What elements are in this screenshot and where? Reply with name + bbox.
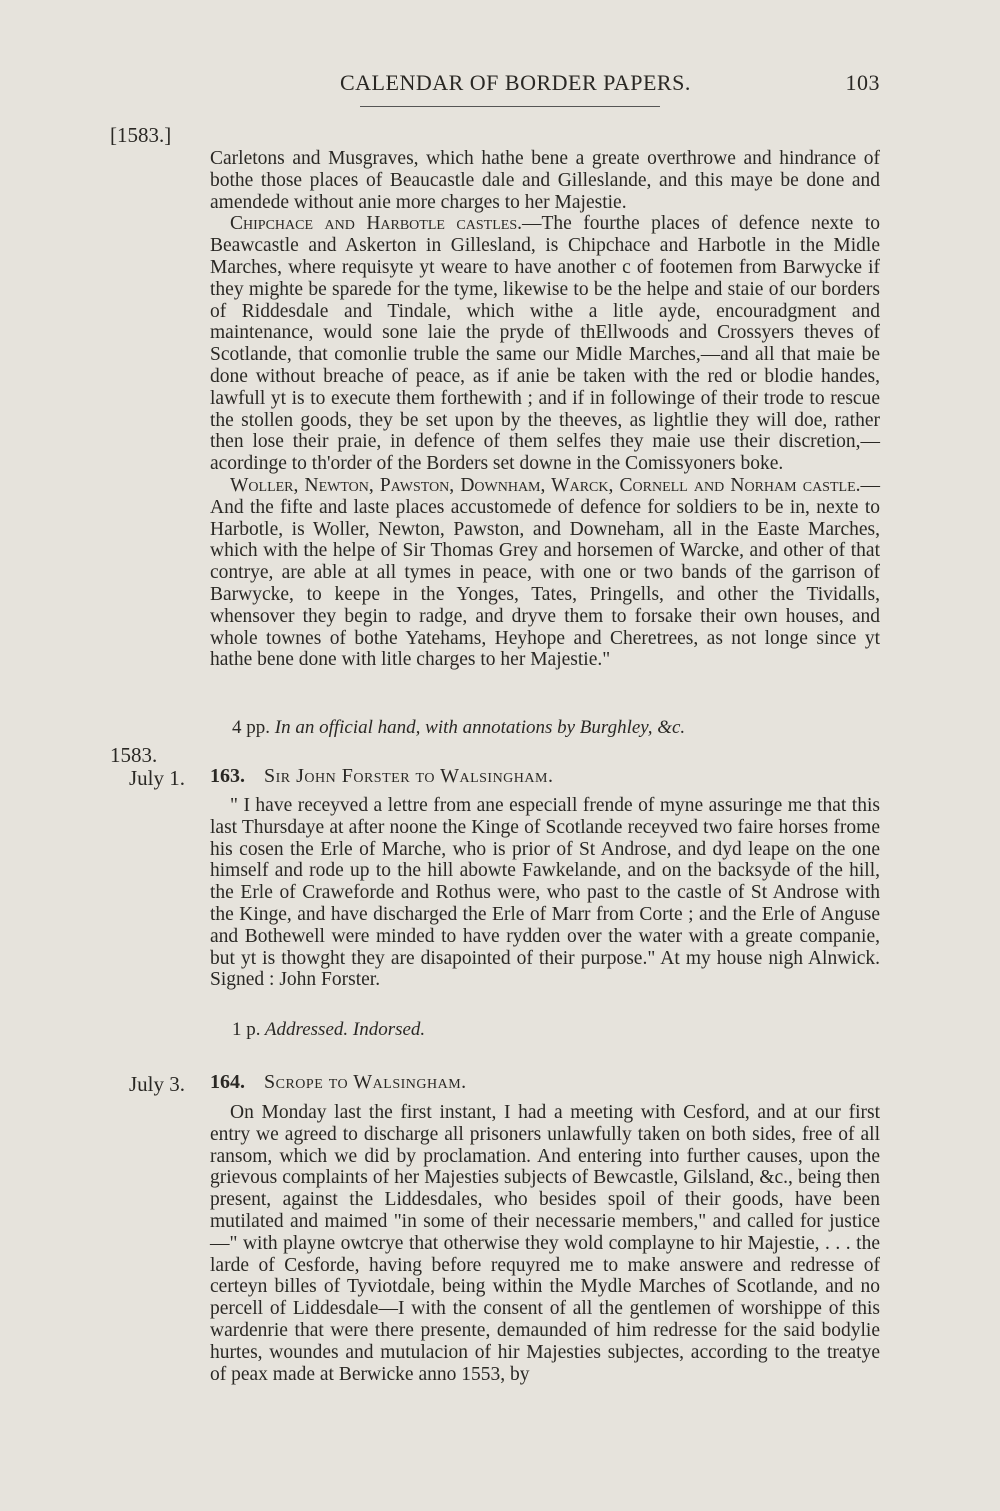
- doc163-text: [210, 795, 880, 991]
- margin-year: 1583.: [110, 743, 158, 767]
- doc163-title: Sir John Forster to Walsingham.: [264, 765, 554, 787]
- doc163-body: " I have receyved a lettre from ane especiall frende of myne assuringe me that this last Thursdaye at after noone the Kinge of Scotlande receyved two faire horses frome his cosen the Erle of Marche, who is prior of St Androse, and dyd leape on the one himself and rode up to the hill abowte Fawkelande, and on the backsyde of the hill, the Erle of Craweforde and Rothus were, who past to the castle of St Androse with the Kinge, and have discharged the Erle of Marr from Corte ; and the Erle of Anguse and Bothewell were minded to have rydden over the water with a greate companie, but yt is thowght they are disapointed of their purpose." At my house nigh Alnwick. Signed : John Forster.: [210, 795, 880, 991]
- running-title: CALENDAR OF BORDER PAPERS.: [340, 70, 691, 95]
- margin-date-july1: July 1.: [128, 766, 185, 790]
- doc164-number: 164.: [210, 1071, 245, 1093]
- continuation-text: [210, 148, 880, 671]
- doc164-heading: [210, 1071, 467, 1094]
- doc164-title: Scrope to Walsingham.: [264, 1071, 467, 1093]
- paragraph-woller-heading: Woller, Newton, Pawston, Downham, Warck, Cornell and Norham castle.: [230, 474, 861, 496]
- paragraph-woller: [210, 475, 880, 671]
- header-rule: [360, 106, 660, 107]
- note-doc163-text: Addressed. Indorsed.: [264, 1019, 426, 1040]
- note-doc163: [232, 1019, 425, 1041]
- note-doc162-text: In an official hand, with annotations by Burghley, &c.: [274, 717, 686, 738]
- paragraph-chipchace-heading: Chipchace and Harbotle castles.: [230, 213, 522, 235]
- paragraph-carletons: Carletons and Musgraves, which hathe bene a greate overthrowe and hindrance of bothe those places of Beaucastle dale and Gilleslande, and this maye be done and amendede without anie more charges to her Majestie.: [210, 148, 880, 213]
- doc163-number: 163.: [210, 765, 245, 787]
- paragraph-chipchace-body: —The fourthe places of defence nexte to Beawcastle and Askerton in Gillesland, is Chipchace and Harbotle in the Midle Marches, where requisyte yt weare to have another c of footemen from Barwycke if they mighte be sparede for the tyme, likewise to be the helpe and staie of our borders of Riddesdale and Tindale, which withe a litle ayde, encouradgment and maintenance, would sone laie the pryde of thEllwoods and Crossyers theves of Scotlande, that comonlie truble the same our Midle Marches,—and all that maie be done without breache of peace, as if anie be taken with the red or blodie handes, lawfull yt is to execute them forthewith ; and if in followinge of their trode to rescue the stollen goods, they be set upon by the theeves, as lightlie they will doe, rather then lose their praie, in defence of them selfes they maie use their discretion,—acordinge to th'order of the Borders set downe in the Comissyoners boke.: [210, 213, 880, 475]
- paragraph-woller-body: —And the fifte and laste places accustomede of defence for soldiers to be in, nexte to Harbotle, is Woller, Newton, Pawston, and Downeham, all in the Easte Marches, which with the helpe of Sir Thomas Grey and horsemen of Warcke, and other of that contrye, are able at all tymes in peace, with one or two bands of the garrison of Barwycke, to keepe in the Yonges, Tates, Pringells, and other the Tividalls, whensover they begin to radge, and dryve them to forsake their own houses, and whole townes of bothe Yatehams, Heyhope and Cheretrees, as not longe since yt hathe bene done with litle charges to her Majestie.": [210, 474, 880, 671]
- doc164-text: [210, 1102, 880, 1385]
- paragraph-chipchace: [210, 213, 880, 475]
- margin-date-july3: July 3.: [128, 1072, 185, 1096]
- margin-year-bracket: [1583.]: [110, 123, 172, 147]
- running-head: [340, 70, 880, 104]
- note-doc162: [232, 717, 685, 739]
- doc164-body: On Monday last the first instant, I had a meeting with Cesford, and at our first entry we agreed to discharge all prisoners unlawfully taken on both sides, free of all ransom, which we did by proclamation. And entering into further causes, upon the grievous complaints of her Majesties subjects of Bewcastle, Gilsland, &c., being then present, against the Liddesdales, who besides spoil of their goods, have been mutilated and maimed "in some of their necessarie members," and called for justice—" with playne owtcrye that otherwise they wold complayne to hir Majestie, . . . the larde of Cesforde, having before requyred me to make answere and redresse of certeyn billes of Tyviotdale, being within the Mydle Marches of Scotlande, and no percell of Liddesdale—I with the consent of all the gentlemen of worshippe of this wardenrie that were there presente, demaunded of him redresse for the said bodylie hurtes, woundes and mutulacion of hir Majesties subjectes, according to the treatye of peax made at Berwicke anno 1553, by: [210, 1102, 880, 1385]
- note-doc163-pages: 1 p.: [232, 1019, 261, 1040]
- page-number: 103: [845, 70, 880, 95]
- note-doc162-pages: 4 pp.: [232, 717, 270, 738]
- doc163-heading: [210, 765, 553, 788]
